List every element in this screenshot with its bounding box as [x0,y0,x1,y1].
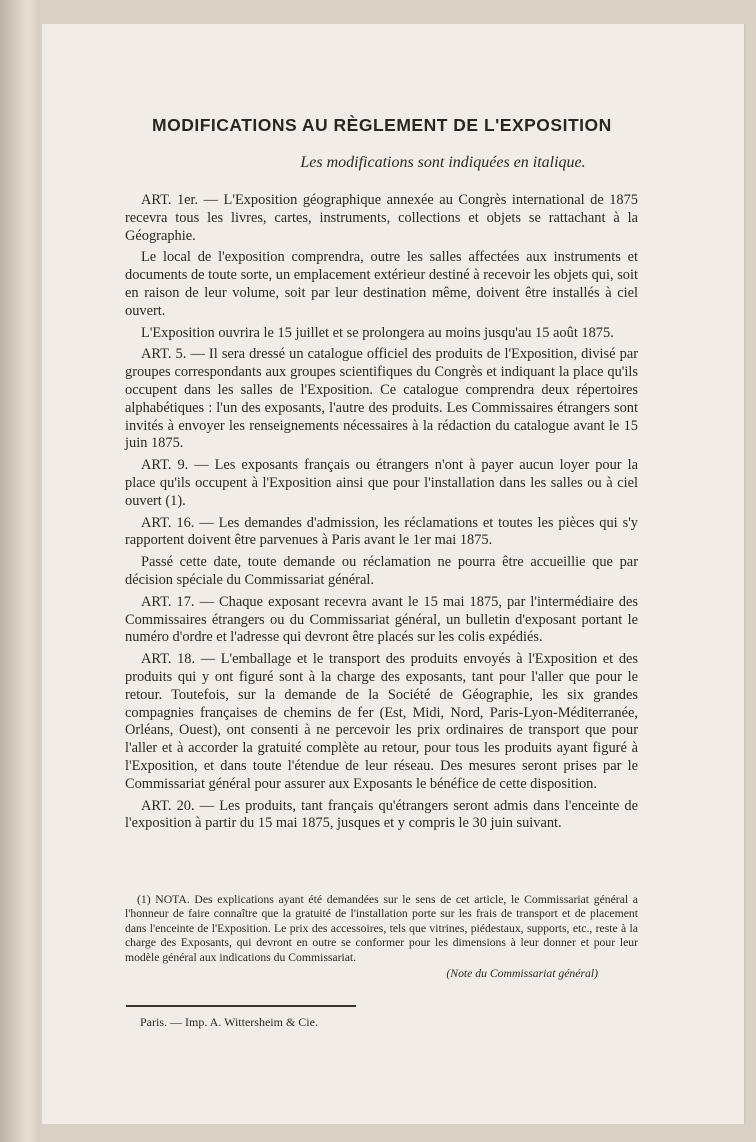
paragraph-art-5: ART. 5. — Il sera dressé un catalogue officiel des produits de l'Exposition, divisé par groupes correspondants aux groupes scientifiques du Congrès et indiquant la place qu'ils occupent dans les salles de l'Exposition. Ce catalogue comprendra deux répertoires alphabétiques : l'un des exposants, l'autre des produits. Les Commissaires étrangers sont invités à envoyer les renseignements nécessaires à la rédaction du catalogue avant le 15 juin 1875. [125,346,638,452]
printer-imprint: Paris. — Imp. A. Wittersheim & Cie. [140,1015,318,1029]
footnote [125,893,638,981]
paragraph-art-18: ART. 18. — L'emballage et le transport des produits envoyés à l'Exposition et des produits qui y ont figuré sont à la charge des exposants, tant pour l'aller que pour le retour. Toutefois, sur la demande de la Société de Géographie, les six grandes compagnies françaises de chemins de fer (Est, Midi, Nord, Paris-Lyon-Méditerranée, Orléans, Ouest), ont consenti à ne percevoir les prix ordinaires de transport que pour l'aller et à accorder la gratuité complète au retour, pour tous les produits ayant figuré à l'Exposition, et dans toute l'étendue de leur réseau. Des mesures seront prises par le Commissariat général pour assurer aux Exposants le bénéfice de cette disposition. [125,651,638,792]
paragraph-art-9: ART. 9. — Les exposants français ou étrangers n'ont à payer aucun loyer pour la place qu'ils occupent à l'Exposition ainsi que pour l'installation dans les salles ou à ciel ouvert (1). [125,457,638,509]
paragraph-art-20: ART. 20. — Les produits, tant français qu'étrangers seront admis dans l'enceinte de l'exposition à partir du 15 mai 1875, jusques et y compris le 30 juin suivant. [125,797,638,832]
paragraph-local: Le local de l'exposition comprendra, outre les salles affectées aux instruments et documents de toute sorte, un emplacement extérieur destiné à recevoir les objets qui, soit en raison de leur volume, soit par leur destination même, doivent être installés à ciel ouvert. [125,249,638,319]
paragraph-art-16: ART. 16. — Les demandes d'admission, les réclamations et toutes les pièces qui s'y rapportent doivent être parvenues à Paris avant le 1er mai 1875. [125,514,638,549]
footnote-text: (1) NOTA. Des explications ayant été demandées sur le sens de cet article, le Commissariat général a l'honneur de faire connaître que la gratuité de l'installation porte sur les frais de transport et de placement dans l'enceinte de l'Exposition. Le prix des accessoires, tels que vitrines, piédestaux, supports, etc., reste à la charge des Exposants, qui devront en outre se conformer pour les dimensions à leur donner et pour leur modèle général aux indications du Commissariat. [125,893,638,964]
body-text [125,192,638,837]
page-subtitle: Les modifications sont indiquées en italique. [300,154,586,171]
divider [126,1005,356,1007]
paragraph-art-1: ART. 1er. — L'Exposition géographique annexée au Congrès international de 1875 recevra tous les livres, cartes, instruments, collections et objets se rattachant à la Géographie. [125,192,638,244]
paragraph-art-17: ART. 17. — Chaque exposant recevra avant le 15 mai 1875, par l'intermédiaire des Commissaires étrangers ou du Commissariat général, un bulletin d'exposant portant le numéro d'ordre et l'adresse qui devront être placés sur les colis expédiés. [125,593,638,646]
paragraph-passe-date: Passé cette date, toute demande ou réclamation ne pourra être accueillie que par décision spéciale du Commissariat général. [125,554,638,588]
footnote-signature: (Note du Commissariat général) [446,967,598,981]
page-title: MODIFICATIONS AU RÈGLEMENT DE L'EXPOSITION [152,115,612,135]
paragraph-ouverture: L'Exposition ouvrira le 15 juillet et se prolongera au moins jusqu'au 15 août 1875. [141,324,614,341]
